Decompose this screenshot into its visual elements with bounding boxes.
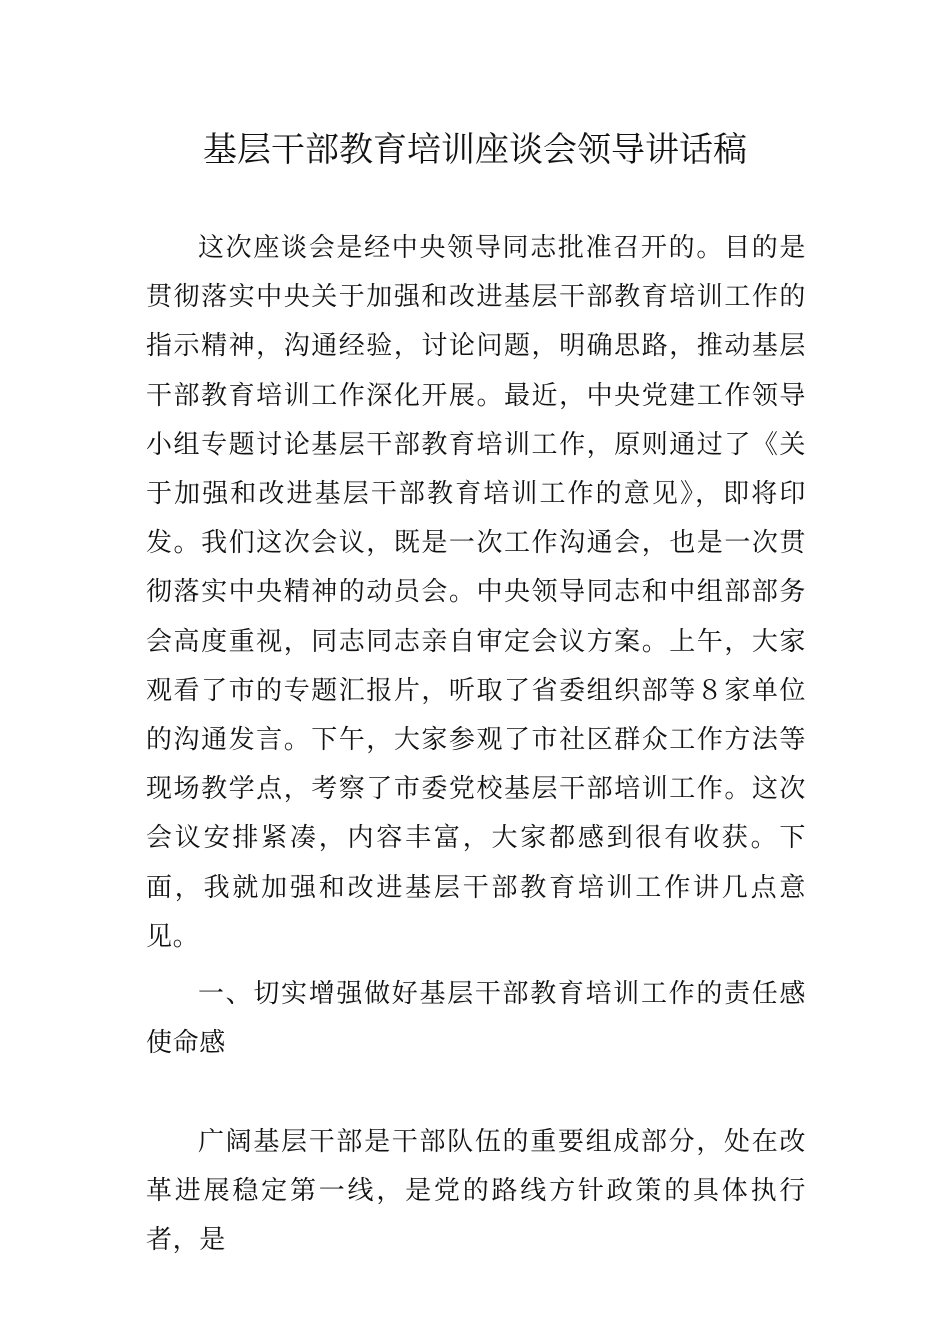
body-paragraph-section-1: 广阔基层干部是干部队伍的重要组成部分，处在改革进展稳定第一线，是党的路线方针政策的具体执行者，是 xyxy=(146,1127,806,1256)
document-title: 基层干部教育培训座谈会领导讲话稿 xyxy=(203,130,747,170)
body-paragraph-intro: 这次座谈会是经中央领导同志批准召开的。目的是贯彻落实中央关于加强和改进基层干部教育培训工作的指示精神，沟通经验，讨论问题，明确思路，推动基层干部教育培训工作深化开展。最近，中央党建工作领导小组专题讨论基层干部教育培训工作，原则通过了《关于加强和改进基层干部教育培训工作的意见》，即将印发。我们这次会议，既是一次工作沟通会，也是一次贯彻落实中央精神的动员会。中央领导同志和中组部部务会高度重视，同志同志亲自审定会议方案。上午，大家观看了市的专题汇报片，听取了省委组织部等８家单位的沟通发言。下午，大家参观了市社区群众工作方法等现场教学点，考察了市委党校基层干部培训工作。这次会议安排紧凑，内容丰富，大家都感到很有收获。下面，我就加强和改进基层干部教育培训工作讲几点意见。 xyxy=(146,233,806,952)
section-heading-1: 一、切实增强做好基层干部教育培训工作的责任感使命感 xyxy=(146,979,806,1059)
